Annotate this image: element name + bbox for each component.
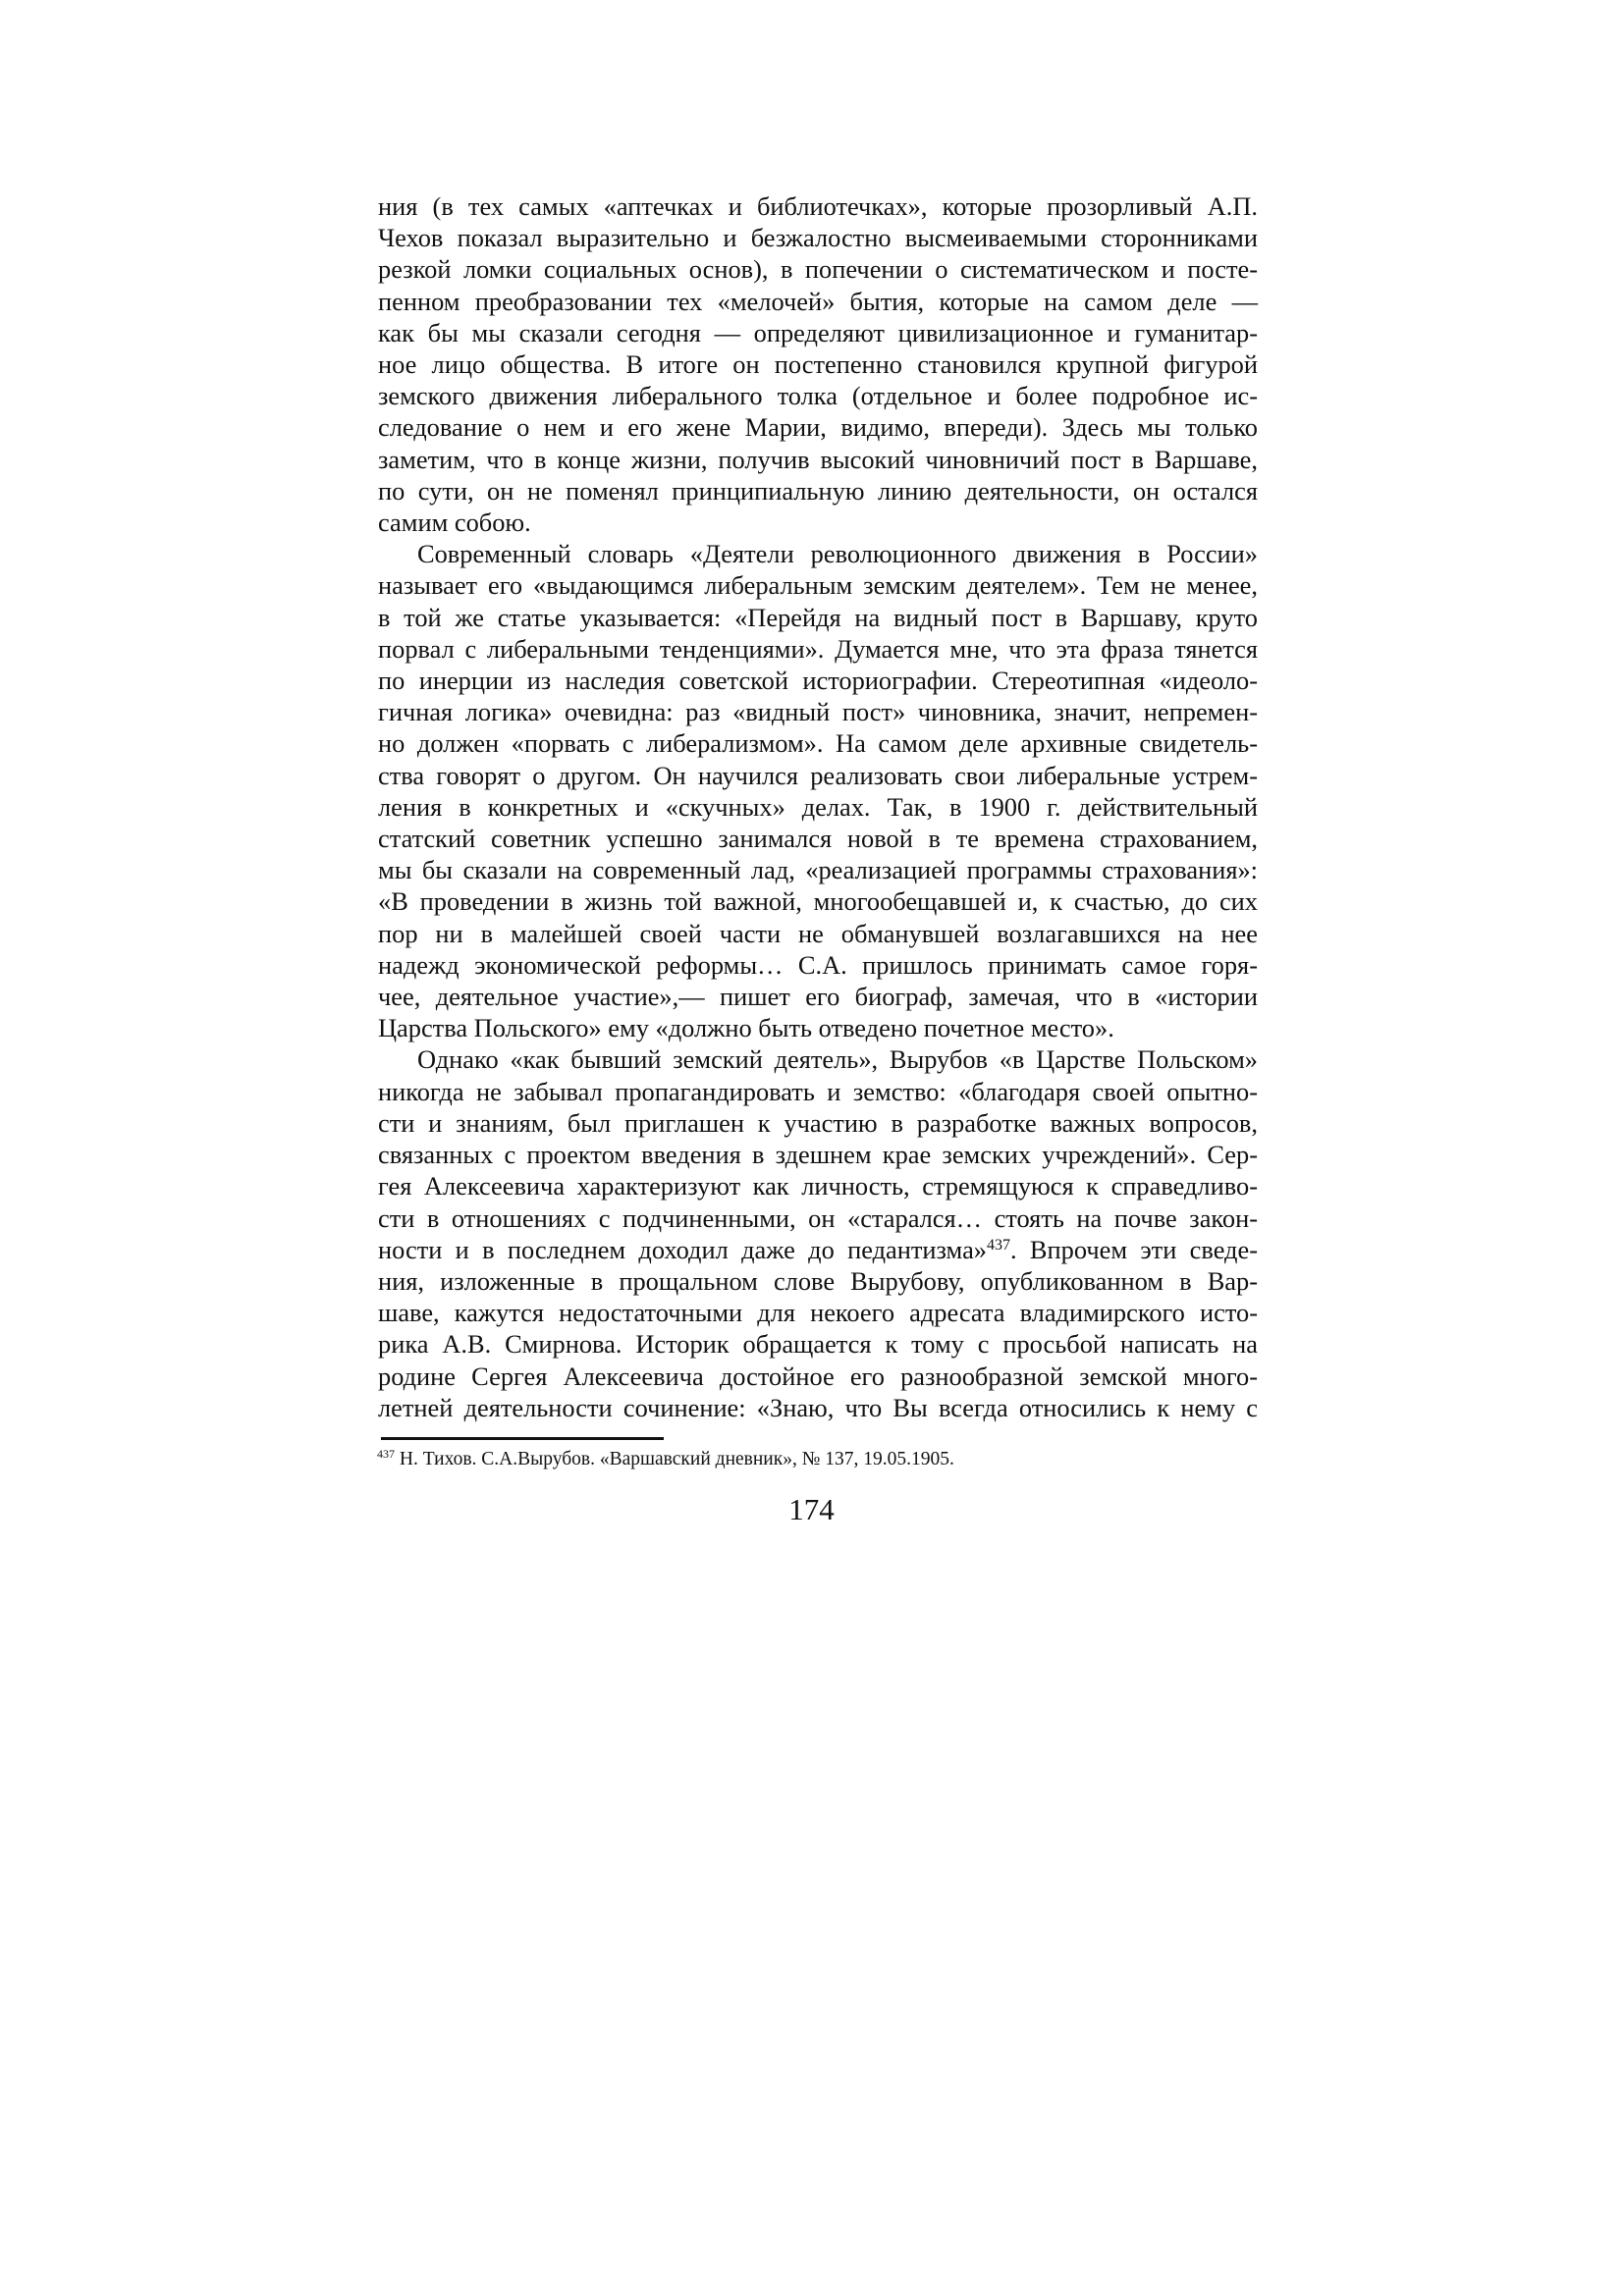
text-line: заметим, что в конце жизни, получив высокий чиновничий пост в Варшаве, [378,444,1258,474]
text-line: родине Сергея Алексеевича достойное его разнообразной земской много- [378,1361,1258,1391]
text-line-start: ности и в последнем доходил даже до педантизма» [378,1234,987,1264]
text-line: земского движения либерального толка (отдельное и более подробное ис- [378,381,1258,411]
text-line: пор ни в малейшей своей части не обманувшей возлагавшихся на нее [378,918,1258,948]
text-line: называет его «выдающимся либеральным земским деятелем». Тем не менее, [378,570,1258,601]
text-line: порвал с либеральными тенденциями». Думается мне, что эта фраза тянется [378,633,1258,664]
text-line: в той же статье указывается: «Перейдя на видный пост в Варшаву, круто [378,602,1258,632]
text-line: сти в отношениях с подчиненными, он «старался… стоять на почве закон- [378,1202,1258,1233]
footnote-reference[interactable]: 437 [986,1236,1010,1254]
text-line: гичная логика» очевидна: раз «видный пост» чиновника, значит, непремен- [378,697,1258,727]
text-line: статский советник успешно занимался новой в те времена страхованием, [378,824,1258,854]
text-line: связанных с проектом введения в здешнем крае земских учреждений». Сер- [378,1140,1258,1170]
text-line: гея Алексеевича характеризуют как личность, стремящуюся к справедливо- [378,1171,1258,1201]
text-line: рика А.В. Смирнова. Историк обращается к тому с просьбой написать на [378,1329,1258,1360]
text-line: мы бы сказали на современный лад, «реализацией программы страхования»: [378,855,1258,885]
text-line: следование о нем и его жене Марии, видимо, впереди). Здесь мы только [378,412,1258,443]
paragraph-1 [378,190,1258,538]
text-line: по сути, он не поменял принципиальную линию деятельности, он остался [378,475,1258,506]
text-line: самим собою. [378,507,531,538]
paragraph-2 [378,538,1258,1043]
text-line: сти и знаниям, был приглашен к участию в разработке важных вопросов, [378,1107,1258,1138]
text-line-end: . Впрочем эти сведе- [1009,1234,1258,1264]
text-line: резкой ломки социальных основ), в попечении о систематическом и посте- [378,254,1258,285]
text-line-with-footnote-ref [378,1234,1258,1265]
text-line: по инерции из наследия советской историографии. Стереотипная «идеоло- [378,666,1258,696]
footnote [377,1448,954,1471]
text-line: «В проведении в жизнь той важной, многообещавшей и, к счастью, до сих [378,886,1258,917]
text-line: ния (в тех самых «аптечках и библиотечках», которые прозорливый А.П. [378,191,1258,221]
text-line: чее, деятельное участие»,— пишет его биограф, замечая, что в «истории [378,982,1258,1012]
text-line: летней деятельности сочинение: «Знаю, что Вы всегда относились к нему с [378,1392,1258,1422]
text-line: ное лицо общества. В итоге он постепенно становился крупной фигурой [378,349,1258,380]
paragraph-3 [378,1043,1258,1422]
text-line: Современный словарь «Деятели революционного движения в России» [417,539,1258,569]
text-line: Однако «как бывший земский деятель», Вырубов «в Царстве Польском» [417,1044,1258,1075]
text-line: как бы мы сказали сегодня — определяют цивилизационное и гуманитар- [378,317,1258,347]
footnote-text: Н. Тихов. С.А.Вырубов. «Варшавский дневник», № 137, 19.05.1905. [395,1449,954,1469]
text-line: Чехов показал выразительно и безжалостно высмеиваемыми сторонниками [378,223,1258,253]
text-line: ления в конкретных и «скучных» делах. Так, в 1900 г. действительный [378,791,1258,822]
text-line: шаве, кажутся недостаточными для некоего адресата владимирского исто- [378,1298,1258,1328]
text-line: никогда не забывал пропагандировать и земство: «благодаря своей опытно- [378,1076,1258,1106]
footnote-number: 437 [377,1447,395,1461]
text-line: но должен «порвать с либерализмом». На самом деле архивные свидетель- [378,728,1258,759]
text-line: ства говорят о другом. Он научился реализовать свои либеральные устрем- [378,760,1258,790]
footnote-separator [381,1437,664,1440]
text-line: Царства Польского» ему «должно быть отведено почетное место». [378,1013,1114,1043]
text-line: ния, изложенные в прощальном слове Вырубову, опубликованном в Вар- [378,1265,1258,1296]
text-line: пенном преобразовании тех «мелочей» бытия, которые на самом деле — [378,286,1258,316]
page-number: 174 [788,1492,835,1526]
main-text [378,190,1258,1423]
text-line: надежд экономической реформы… С.А. пришлось принимать самое горя- [378,949,1258,980]
